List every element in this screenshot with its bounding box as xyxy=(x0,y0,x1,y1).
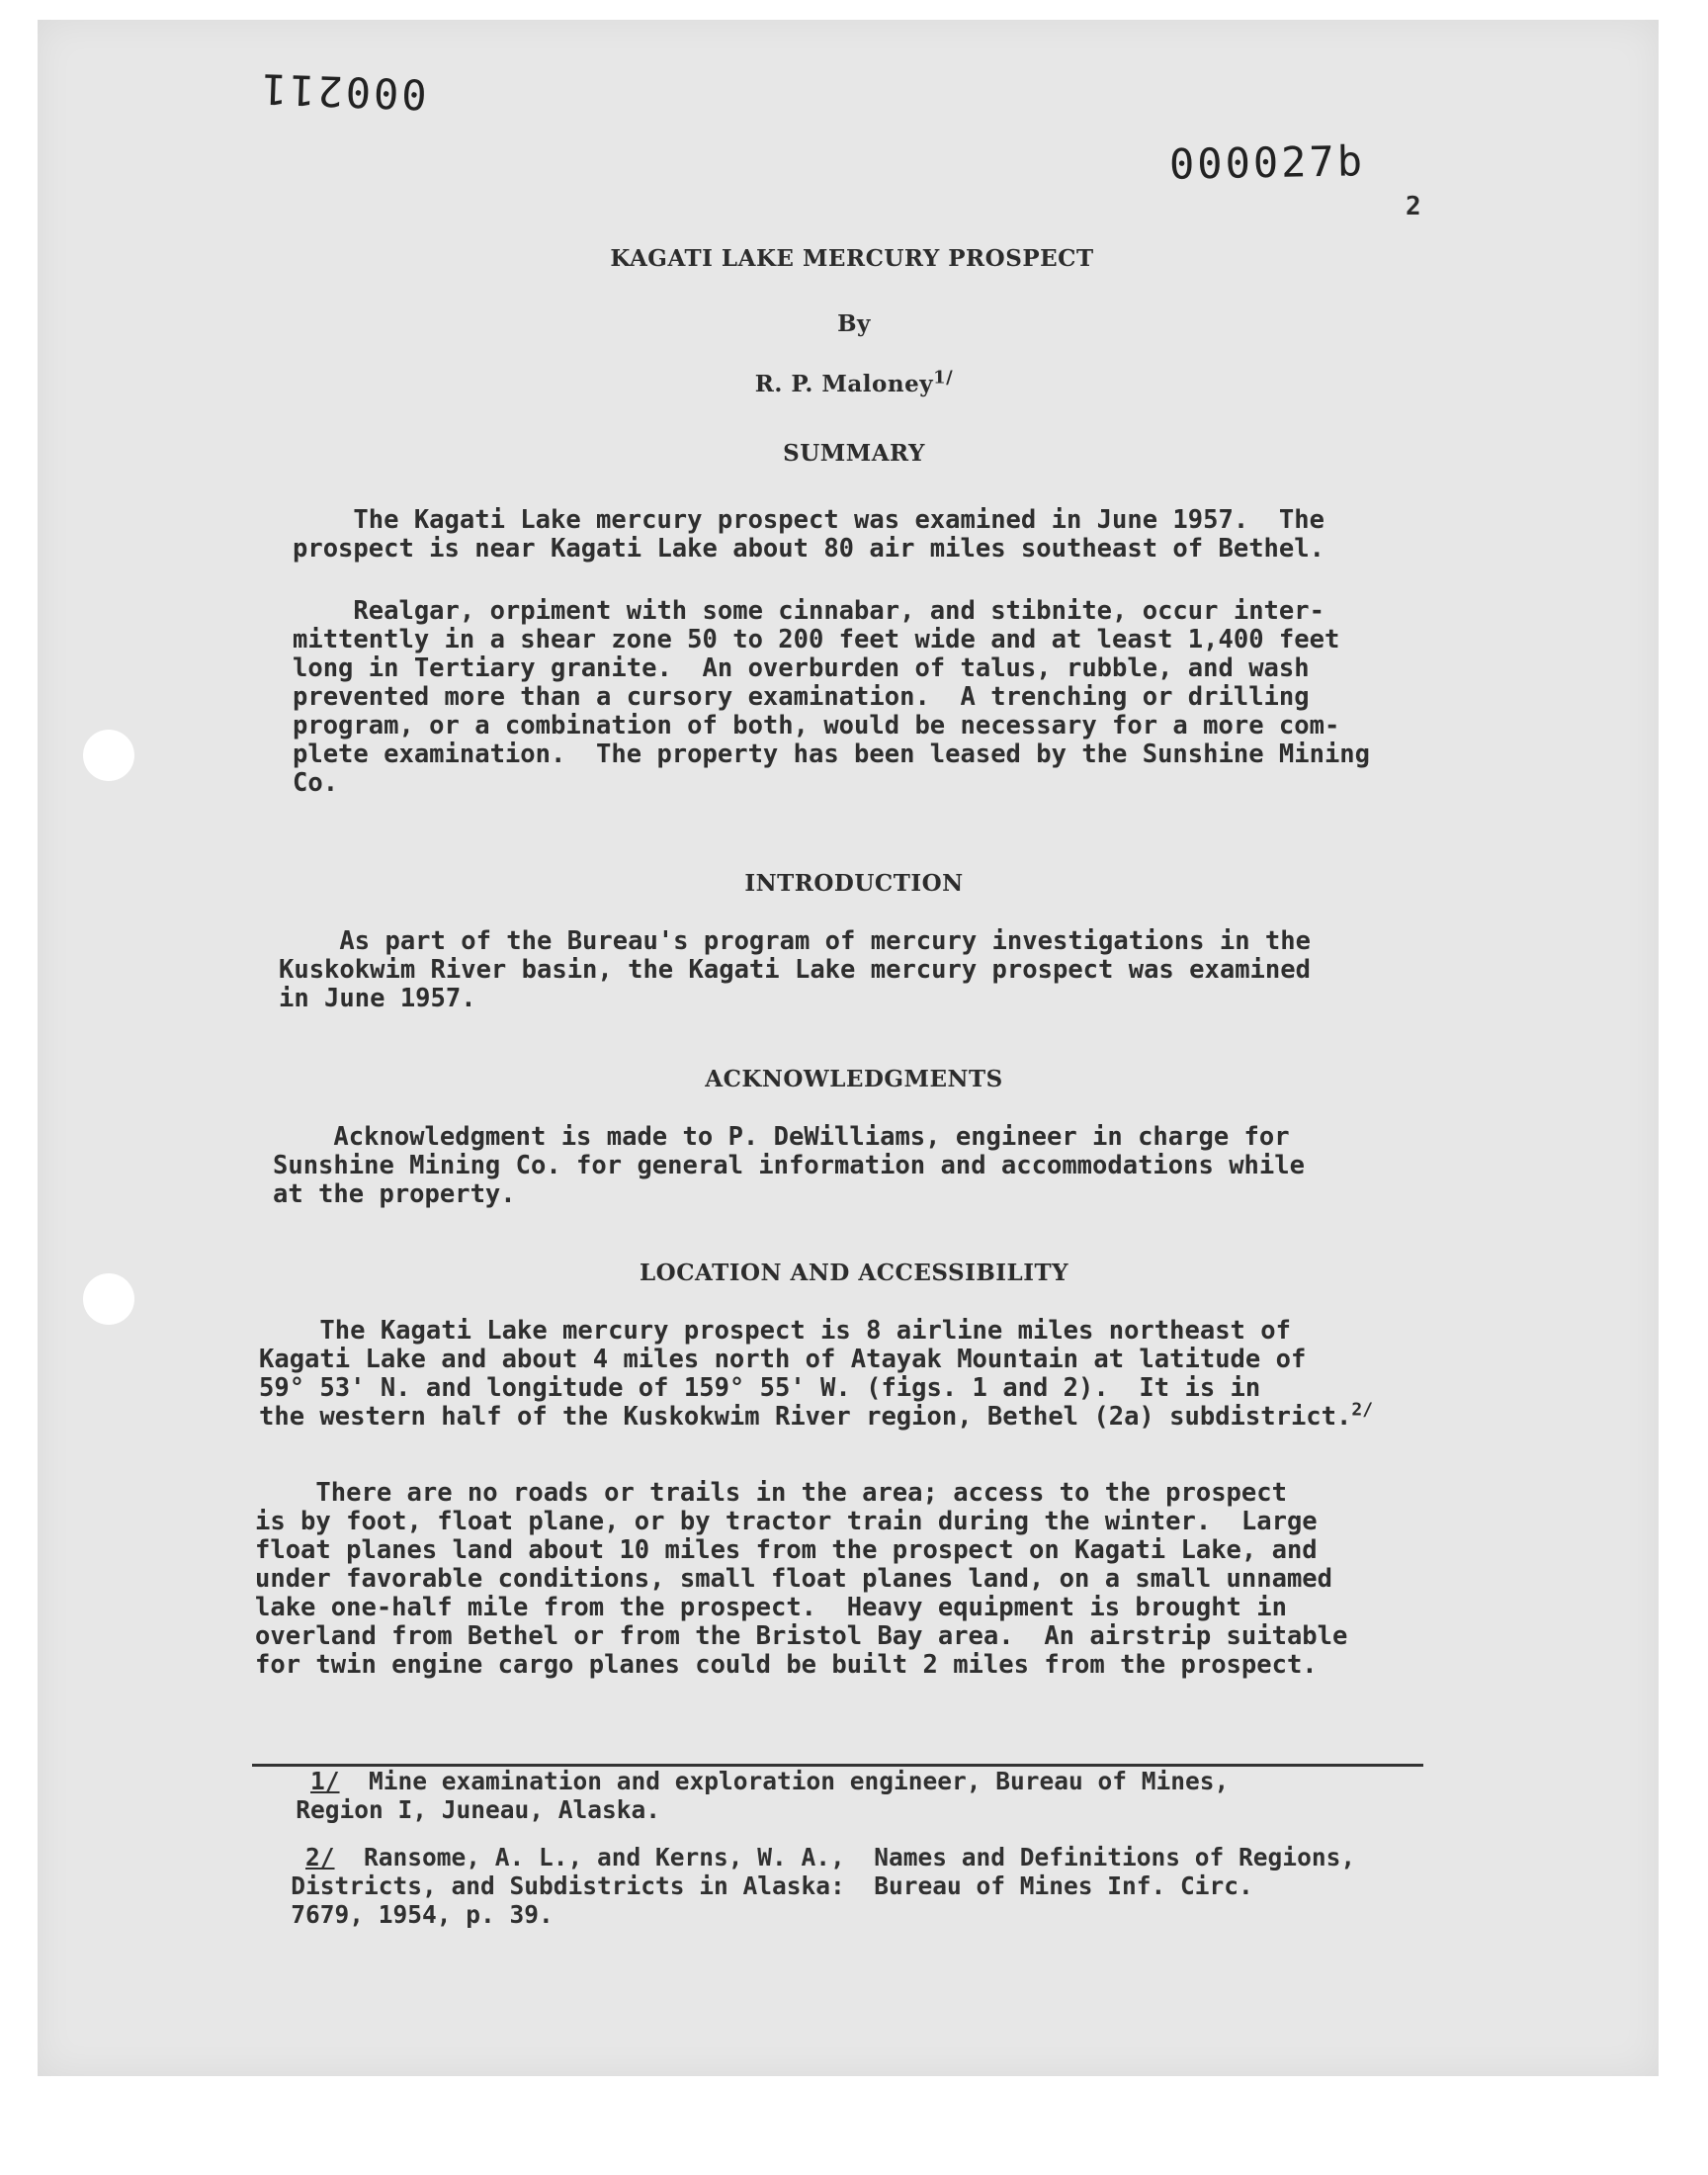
location-paragraph-2: There are no roads or trails in the area; access to the prospect is by foot, float plane, or by tractor train during the winter. Large float planes land about 10 miles from the prospect on Kagati Lake, and under favorable conditions, small float planes land, on a small unnamed lake one-half mile from the prospect. Heavy equipment is brought in overland from Bethel or from the Bristol Bay area. An airstrip suitable for twin engine cargo planes could be built 2 miles from the prospect. xyxy=(255,1478,1348,1680)
stamp-number-top-left: 000211 xyxy=(258,64,428,119)
introduction-paragraph: As part of the Bureau's program of mercury investigations in the Kuskokwim River basin, the Kagati Lake mercury prospect was examined in June 1957. xyxy=(279,926,1311,1013)
footnote-2-text: Ransome, A. L., and Kerns, W. A., Names and Definitions of Regions, Districts, and Subdistricts in Alaska: Bureau of Mines Inf. Circ. 7679, 1954, p. 39. xyxy=(291,1843,1356,1929)
stamp-number-top-right: 000027b xyxy=(1168,136,1366,189)
introduction-heading: INTRODUCTION xyxy=(744,870,964,897)
location-footnote-ref: 2/ xyxy=(1351,1399,1374,1421)
by-line: By xyxy=(837,310,871,337)
author-name: R. P. Maloney xyxy=(754,371,934,397)
document-title: KAGATI LAKE MERCURY PROSPECT xyxy=(610,245,1094,272)
footnote-2-mark: 2/ xyxy=(305,1843,335,1871)
summary-paragraph-2: Realgar, orpiment with some cinnabar, and stibnite, occur inter- mittently in a shear zone 50 to 200 feet wide and at least 1,400 feet long in Tertiary granite. An overburden of talus, rubble, and wash prevented more than a cursory examination. A trenching or drilling program, or a combination of both, would be necessary for a more com- plete examination. The property has been leased by the Sunshine Mining Co. xyxy=(293,596,1371,798)
author-footnote-ref: 1/ xyxy=(933,367,954,389)
footnote-1-mark: 1/ xyxy=(310,1767,340,1795)
location-paragraph-1-text: The Kagati Lake mercury prospect is 8 airline miles northeast of Kagati Lake and about 4 miles north of Atayak Mountain at latitude of 59° 53' N. and longitude of 159° 55' W. (figs. 1 and 2). It is in the western half of the Kuskokwim River region, Bethel (2a) subdistrict. xyxy=(259,1316,1352,1432)
summary-paragraph-1: The Kagati Lake mercury prospect was examined in June 1957. The prospect is near Kagati Lake about 80 air miles southeast of Bethel. xyxy=(293,505,1324,564)
footnote-1-text: Mine examination and exploration engineer, Bureau of Mines, Region I, Juneau, Alaska. xyxy=(296,1767,1230,1824)
page-number: 2 xyxy=(1406,192,1421,221)
acknowledgments-paragraph: Acknowledgment is made to P. DeWilliams, engineer in charge for Sunshine Mining Co. for general information and accommodations while at the property. xyxy=(273,1122,1305,1209)
author-line xyxy=(0,367,1708,397)
location-paragraph-1 xyxy=(259,1317,1373,1432)
acknowledgments-heading: ACKNOWLEDGMENTS xyxy=(705,1066,1003,1092)
summary-heading: SUMMARY xyxy=(783,440,925,467)
punch-hole-top xyxy=(83,730,134,781)
footnote-2 xyxy=(247,1814,1355,1958)
location-heading: LOCATION AND ACCESSIBILITY xyxy=(640,1260,1068,1286)
